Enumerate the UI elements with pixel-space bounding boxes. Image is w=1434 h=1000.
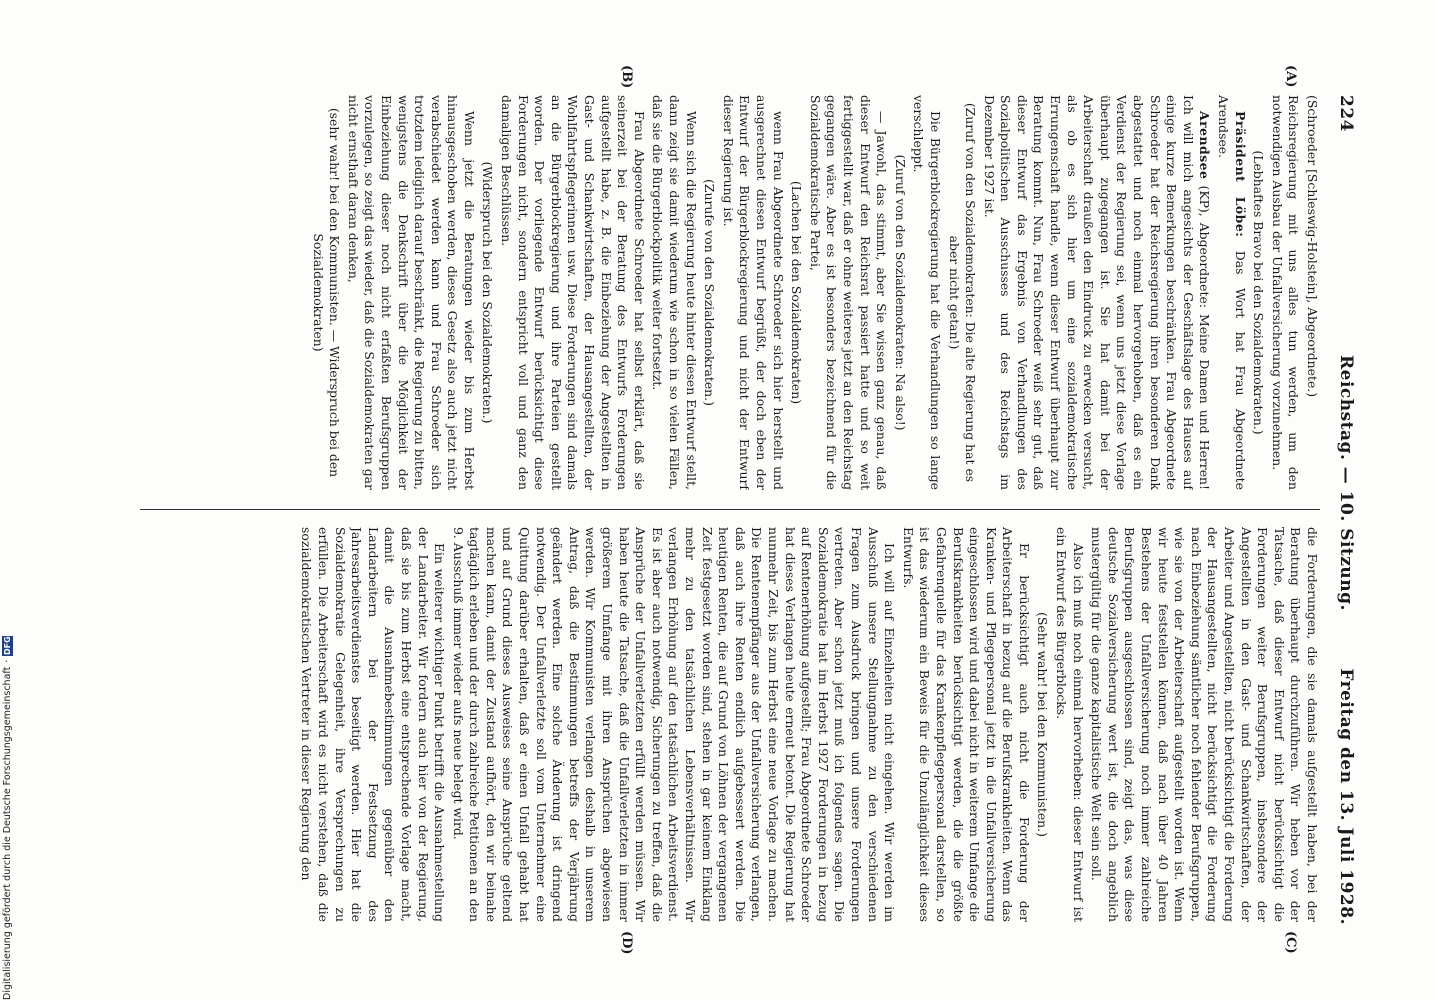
speaker-name: Präsident Löbe: [1232,111,1248,238]
paragraph-text: — Jawohl, das stimmt, aber Sie wissen ganz genau, daß dieser Entwurf den Reichsrat passiert hatte und so weit fertiggestellt war, daß er ohne weiteres jetzt an den Reichstag gegangen wäre. Aber es ist besonders bezeichnend für die Sozialdemokratische Partei, [807,95,890,490]
interjection [891,95,908,490]
paragraph [899,527,1032,922]
paragraph-text: Also ich muß noch einmal hervorheben: dieser Entwurf ist ein Entwurf des Bürgerblocks. [1054,527,1086,922]
paragraph [806,95,889,490]
paragraph [1053,527,1086,922]
paragraph-text: Ich will auf Einzelheiten nicht eingehen. Wir werden im Ausschuß unsere Stellungnahme zu den verschiedenen Fragen zum Ausdruck bringen und unsere Forderungen vertreten. Aber schon jetzt muß ich folgendes sagen. Die Sozialdemokratie hat im Herbst 1927 Forderungen in bezug auf Rentenerhöhung aufgestellt; Frau Abgeordnete Schroeder hat dieses Verlangen heute erneut betont. Die Regierung hat nunmehr Zeit, bis zum Herbst eine neue Vorlage zu machen. Die Rentenempfänger aus der Unfallversicherung verlangen, daß auch ihre Renten endlich aufgebessert werden. Die heutigen Renten, die auf Grund von Löhnen der vergangenen Zeit festgesetzt worden sind, stehen in gar keinem Einklang mehr zu den tatsächlichen Lebensverhältnissen. Wir verlangen Erhöhung auf den tatsächlichen Arbeitsverdienst. Es ist aber auch notwendig, Sicherungen zu treffen, daß die Ansprüche der Unfallverletzten erfüllt werden müssen. Wir haben heute die Tatsache, daß die Unfallverletzten in immer größerem Umfange mit ihren Ansprüchen abgewiesen werden. Wir Kommunisten verlangen deshalb in unserem Antrag, daß die Bestimmungen betreffs der Verjährung geändert werden. Eine solche Änderung ist dringend notwendig. Der Unfallverletzte soll vom Unternehmer eine Quittung darüber erhalten, daß er einen Unfall gehabt hat und auf Grund dieses Ausweises seine Ansprüche geltend machen kann, damit der Zustand aufhört, den wir beinahe tagtäglich erleben und der durch zahlreiche Petitionen an den 9. Ausschuß immer wieder aufs neue belegt wird. [450,527,898,922]
interjection [1250,95,1267,490]
paragraph-text: (Zuruf von den Sozialdemokraten: Na also!) [892,154,908,431]
paragraph-text: die Forderungen, die sie damals aufgestellt haben, bei der Beratung überhaupt durchzuführen. Wir heben vor der Tatsache, daß dieser Entwurf nicht berücksichtigt die Forderungen weiter Berufsgruppen, insbesondere der Angestellten in den Gast- und Schankwirtschaften, der Arbeiter und Angestellten, nicht berücksichtigt die Forderung der Hausangestellten, nicht berücksichtigt die Forderung nach Einbeziehung sämtlicher noch fehlender Berufsgruppen, wie sie von der Arbeiterschaft aufgestellt worden ist. Wenn wir heute feststellen können, daß nach über 40 Jahren Bestehens der Unfallversicherung noch immer zahlreiche Berufsgruppen ausgeschlossen sind, zeigt das, was diese deutsche Sozialversicherung wert ist, die doch angeblich mustergültig für die ganze kapitalistische Welt sein soll. [1089,527,1320,922]
interjection [945,95,978,490]
margin-marker-d: (D) [619,931,634,955]
paragraph-text: Wenn jetzt die Beratungen wieder bis zum Herbst hinausgeschoben werden, dieses Gesetz also auch jetzt nicht verabschiedet werden kann und Frau Schroeder sich trotzdem lediglich darauf beschränkt, die Regierung zu bitten, wenigstens die Denkschrift über die Möglichkeit der Einbeziehung dieser noch nicht erfaßten Berufsgruppen vorzulegen, so zeigt das wieder, daß die Sozialdemokraten gar nicht ernsthaft daran denken, [345,95,477,490]
digitization-note: Digitalisierung gefördert durch die Deutsche Forschungsgemeinschaft [2,666,13,1000]
paragraph-text: (sehr wahr! bei den Kommunisten. — Widerspruch bei den Sozialdemokraten) [310,107,343,478]
interjection [309,95,342,490]
paragraph [1088,527,1320,922]
paragraph [1303,95,1320,490]
paragraph-text: (Schroeder [Schleswig-Holstein], Abgeordnete.) [1305,95,1320,398]
digitization-footer: Digitalisierung gefördert durch die Deutsche Forschungsgemeinschaft · DFG [2,636,13,1000]
left-column [130,95,1320,490]
paragraph-text: (Zurufe von den Sozialdemokraten.) [702,179,718,406]
paragraph [344,95,477,490]
paragraph-text: Frau Abgeordnete Schroeder hat selbst erklärt, daß sie seinerzeit bei der Beratung des Entwurfs Forderungen aufgestellt habe, z. B. die Einbeziehung der Angestellten in Gast- und Schankwirtschaften, der Hausangestellten, der Wohlfahrtspflegerinnen usw. Diese Forderungen sind damals an die Bürgerblockregierung und ihre Parteien gestellt worden. Der vorliegende Entwurf berücksichtigt diese Forderungen nicht, sondern entspricht voll und ganz den damaligen Beschlüssen. [499,95,647,490]
margin-marker-a: (A) [1283,65,1298,88]
paragraph [298,527,447,922]
paragraph [980,95,1212,490]
paragraph [910,95,943,490]
paragraph-text: Die Bürgerblockregierung hat die Verhandlungen so lange verschleppt. [911,95,943,490]
paragraph-text: (Lebhaftes Bravo bei den Sozialdemokraten.) [1251,150,1267,435]
page-content [106,65,1356,955]
paragraph-text: Das Wort hat Frau Abgeordnete Arendsee. [1216,95,1248,490]
paragraph-text: (Sehr wahr! bei den Kommunisten.) [1035,612,1051,837]
page-date: Freitag den 13. Juli 1928. [1336,668,1356,925]
margin-marker-b: (B) [619,65,634,89]
interjection [701,95,718,490]
interjection [788,95,805,490]
paragraph [719,95,785,490]
paragraph-text: Er berücksichtigt auch nicht die Forderung der Arbeiterschaft in bezug auf die Berufskrankheiten. Wenn das Kranken- und Pflegepersonal jetzt in die Unfallversicherung eingeschlossen wird und dabei nicht in weiterem Umfange die Berufskrankheiten berücksichtigt werden, die die größte Gefahrenquelle für das Krankenpflegepersonal darstellen, so ist das wiederum ein Beweis für die Unzulänglichkeit dieses Entwurfs. [900,527,1032,922]
paragraph [1214,95,1247,490]
page-number: 224 [1336,95,1356,132]
paragraph [1268,95,1301,490]
paragraph-text: (KP), Abgeordnete: Meine Damen und Herren! Ich will mich angesichts der Geschäftslage des Hauses auf einige kurze Bemerkungen beschränken. Frau Abgeordnete Schroeder hat der Reichsregierung ihren besonderen Dank abgestattet und noch einmal hervorgehoben, daß es ein Verdienst der Regierung sei, wenn uns jetzt diese Vorlage überhaupt zugegangen ist. Sie hat damit bei der Arbeiterschaft draußen den Eindruck zu erwecken versucht, als ob es sich hier um eine sozialdemokratische Errungenschaft handle, wenn dieser Entwurf überhaupt zur Beratung kommt. Nun, Frau Schroeder weiß sehr gut, daß dieser Entwurf das Ergebnis von Verhandlungen des Sozialpolitischen Ausschusses und des Reichstags im Dezember 1927 ist. [981,95,1213,490]
dfg-logo: DFG [3,636,12,655]
margin-marker-c: (C) [1283,931,1298,954]
column-divider [140,509,1320,510]
paragraph-text: (Lachen bei den Sozialdemokraten) [789,180,805,405]
paragraph [649,95,699,490]
right-column [130,527,1320,922]
speaker-name: Arendsee [1197,111,1213,180]
interjection [479,95,496,490]
paragraph-text: (Widerspruch bei den Sozialdemokraten.) [480,161,496,424]
paragraph [498,95,647,490]
paragraph [449,527,897,922]
paragraph-text: Wenn sich die Regierung heute hinter diesen Entwurf stellt, dann zeigt sie damit wiederum wie schon in so vielen Fällen, daß sie die Bürgerblockpolitik weiter fortsetzt. [650,95,699,490]
interjection [1034,527,1051,922]
paragraph-text: (Zuruf von den Sozialdemokraten: Die alte Regierung hat es aber nicht getan!) [946,102,979,483]
page-header [1330,95,1356,925]
paragraph-text: Reichsregierung mit uns alles tun werden, um den notwendigen Ausbau der Unfallversicherung vorzunehmen. [1269,95,1302,490]
paragraph-text: Ein weiterer wichtiger Punkt betrifft die Ausnahmestellung der Landarbeiter. Wir fordern auch hier von der Regierung, daß sie bis zum Herbst eine entsprechende Vorlage macht, damit die Ausnahmebestimmungen gegenüber den Landarbeitern bei der Festsetzung des Jahresarbeitsverdienstes beseitigt werden. Hier hat die Sozialdemokratie Gelegenheit, ihre Versprechungen zu erfüllen. Die Arbeiterschaft wird es nicht verstehen, daß die sozialdemokratischen Vertreter in dieser Regierung den [299,527,448,922]
paragraph-text: wenn Frau Abgeordnete Schroeder sich hier herstellt und ausgerechnet diesen Entwurf begrüßt, der doch eben der Entwurf der Bürgerblockregierung und nicht der Entwurf dieser Regierung ist. [720,95,786,490]
page-title: Reichstag. — 10. Sitzung. [1336,355,1356,611]
